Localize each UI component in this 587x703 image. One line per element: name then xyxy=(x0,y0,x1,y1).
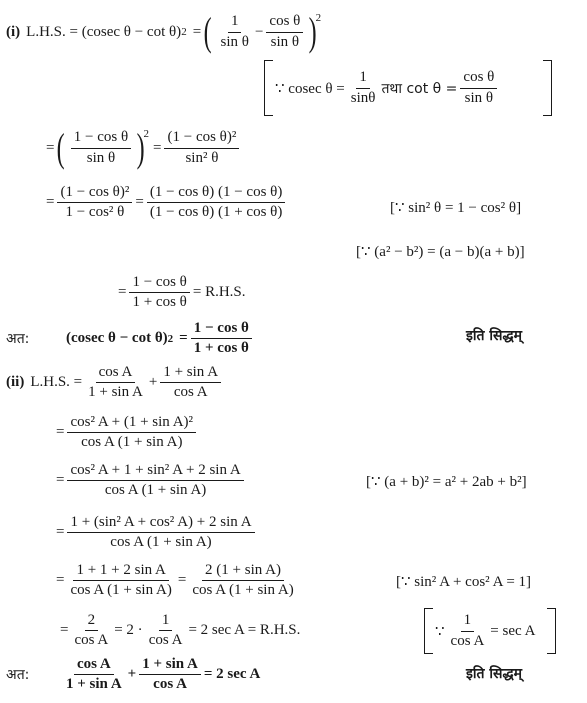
denominator: sin θ xyxy=(86,149,116,166)
numerator: 1 − cos θ xyxy=(71,129,131,148)
qed-text: इति सिद्धम् xyxy=(466,666,523,682)
exponent: 2 xyxy=(143,128,150,140)
therefore-label: अत: xyxy=(6,331,30,348)
fraction xyxy=(348,69,379,107)
line-ii-3 xyxy=(56,462,247,500)
equals: = xyxy=(192,23,202,40)
fraction xyxy=(71,129,131,167)
conclusion-i xyxy=(6,320,255,358)
lhs-text: L.H.S. = xyxy=(30,374,83,391)
numerator: cos² A + 1 + sin² A + 2 sin A xyxy=(67,462,243,481)
numerator: 1 xyxy=(356,69,370,88)
numerator: (1 − cos θ)² xyxy=(57,184,132,203)
hint-text: ∵ xyxy=(435,623,445,640)
fraction xyxy=(85,364,146,402)
equals: = xyxy=(179,330,188,347)
fraction xyxy=(266,13,303,51)
denominator: cos A (1 + sin A) xyxy=(70,582,172,599)
equals: = xyxy=(56,572,65,589)
exponent: 2 xyxy=(315,12,322,24)
numerator: 1 − cos θ xyxy=(191,320,252,339)
line-ii-4 xyxy=(56,514,258,552)
line-ii-2 xyxy=(56,414,199,452)
numerator: cos θ xyxy=(460,69,497,88)
fraction xyxy=(191,320,252,358)
paren-left: ( xyxy=(57,125,66,170)
fraction xyxy=(67,514,254,552)
denominator: (1 − cos θ) (1 + cos θ) xyxy=(149,204,283,221)
fraction xyxy=(448,612,488,650)
qed-text: इति सिद्धम् xyxy=(466,328,523,344)
equals: = xyxy=(46,139,55,156)
line-ii-5 xyxy=(56,562,300,600)
part-ii-label: (ii) xyxy=(6,374,25,391)
numerator: cos² A + (1 + sin A)² xyxy=(67,414,196,433)
paren-right: ) xyxy=(309,9,318,54)
denominator: sin θ xyxy=(270,33,300,50)
numerator: (1 − cos θ)² xyxy=(164,129,239,148)
part-i-label: (i) xyxy=(6,23,21,40)
equals: = xyxy=(177,572,187,589)
equals: = xyxy=(56,424,65,441)
denominator: 1 + cos θ xyxy=(132,294,187,311)
denominator: 1 + sin A xyxy=(88,384,143,401)
rhs-text: = 2 sec A = R.H.S. xyxy=(188,622,301,639)
denominator: 1 − cos² θ xyxy=(65,204,125,221)
hint-text: ∵ cosec θ = xyxy=(275,80,345,97)
numerator: 1 xyxy=(228,13,242,32)
numerator: cos A xyxy=(74,656,114,675)
equals: = xyxy=(118,284,127,301)
fraction xyxy=(71,612,111,650)
hint-bracket-box xyxy=(264,60,552,116)
denominator: cos A xyxy=(450,632,485,649)
numerator: (1 − cos θ) (1 − cos θ) xyxy=(147,184,286,203)
fraction xyxy=(67,462,243,500)
hint-identity: [∵ sin² θ = 1 − cos² θ] xyxy=(390,200,522,216)
middle-text: = 2 · xyxy=(114,622,143,639)
fraction xyxy=(217,13,251,51)
conclusion-ii xyxy=(6,656,260,694)
numerator: 2 xyxy=(85,612,99,631)
denominator: sinθ xyxy=(350,89,376,106)
fraction xyxy=(460,69,497,107)
rhs-text: = R.H.S. xyxy=(192,284,246,301)
equals: = xyxy=(153,139,162,156)
denominator: cos A (1 + sin A) xyxy=(110,534,212,551)
fraction xyxy=(189,562,296,600)
hint-bracket-box xyxy=(424,608,556,654)
hint-text-hindi: तथा cot θ = xyxy=(381,80,458,97)
lhs-text: (cosec θ − cot θ) xyxy=(66,330,168,347)
hint-identity: [∵ sin² A + cos² A = 1] xyxy=(396,574,532,590)
lhs-text: L.H.S. = (cosec θ − cot θ) xyxy=(26,23,182,40)
fraction xyxy=(67,414,196,452)
numerator: cos A xyxy=(96,364,136,383)
hint-identity: [∵ (a² − b²) = (a − b)(a + b)] xyxy=(356,244,525,260)
line-i-4 xyxy=(118,274,246,312)
numerator: 1 + sin A xyxy=(160,364,221,383)
fraction xyxy=(139,656,201,694)
denominator: cos A xyxy=(74,632,109,649)
numerator: 1 + sin A xyxy=(139,656,201,675)
numerator: 1 xyxy=(461,612,475,631)
rhs-text: = 2 sec A xyxy=(203,666,261,683)
plus: + xyxy=(127,666,137,683)
equals: = xyxy=(46,194,55,211)
equals: = xyxy=(56,472,65,489)
numerator: 2 (1 + sin A) xyxy=(202,562,284,581)
numerator: 1 − cos θ xyxy=(129,274,189,293)
exponent: 2 xyxy=(181,26,187,38)
fraction xyxy=(129,274,189,312)
paren-left: ( xyxy=(203,9,212,54)
minus: − xyxy=(254,23,264,40)
fraction xyxy=(146,612,186,650)
denominator: cos A xyxy=(173,384,208,401)
numerator: cos θ xyxy=(266,13,303,32)
fraction xyxy=(164,129,239,167)
equals: = xyxy=(135,194,144,211)
paren-right: ) xyxy=(136,125,145,170)
hint-identity: [∵ (a + b)² = a² + 2ab + b²] xyxy=(366,474,527,490)
fraction xyxy=(67,562,174,600)
line-i-1 xyxy=(6,9,322,54)
therefore-label: अत: xyxy=(6,667,30,684)
denominator: cos A (1 + sin A) xyxy=(104,482,207,499)
denominator: sin θ xyxy=(464,89,494,106)
denominator: cos A xyxy=(153,676,187,693)
plus: + xyxy=(148,374,158,391)
numerator: 1 xyxy=(159,612,173,631)
numerator: 1 + (sin² A + cos² A) + 2 sin A xyxy=(67,514,254,533)
denominator: 1 + cos θ xyxy=(193,340,249,357)
line-i-3 xyxy=(46,184,288,222)
hint-text: = sec A xyxy=(490,622,536,639)
fraction xyxy=(57,184,132,222)
numerator: 1 + 1 + 2 sin A xyxy=(73,562,168,581)
line-ii-6 xyxy=(60,612,300,650)
exponent: 2 xyxy=(167,332,174,345)
fraction xyxy=(63,656,125,694)
fraction xyxy=(160,364,221,402)
line-ii-1 xyxy=(6,364,224,402)
denominator: sin θ xyxy=(220,33,249,50)
denominator: cos A (1 + sin A) xyxy=(81,434,183,451)
fraction xyxy=(147,184,286,222)
denominator: sin² θ xyxy=(185,149,219,166)
denominator: cos A (1 + sin A) xyxy=(192,582,294,599)
denominator: cos A xyxy=(148,632,183,649)
equals: = xyxy=(60,622,69,639)
line-i-2 xyxy=(46,125,242,170)
denominator: 1 + sin A xyxy=(66,676,122,693)
equals: = xyxy=(56,524,65,541)
